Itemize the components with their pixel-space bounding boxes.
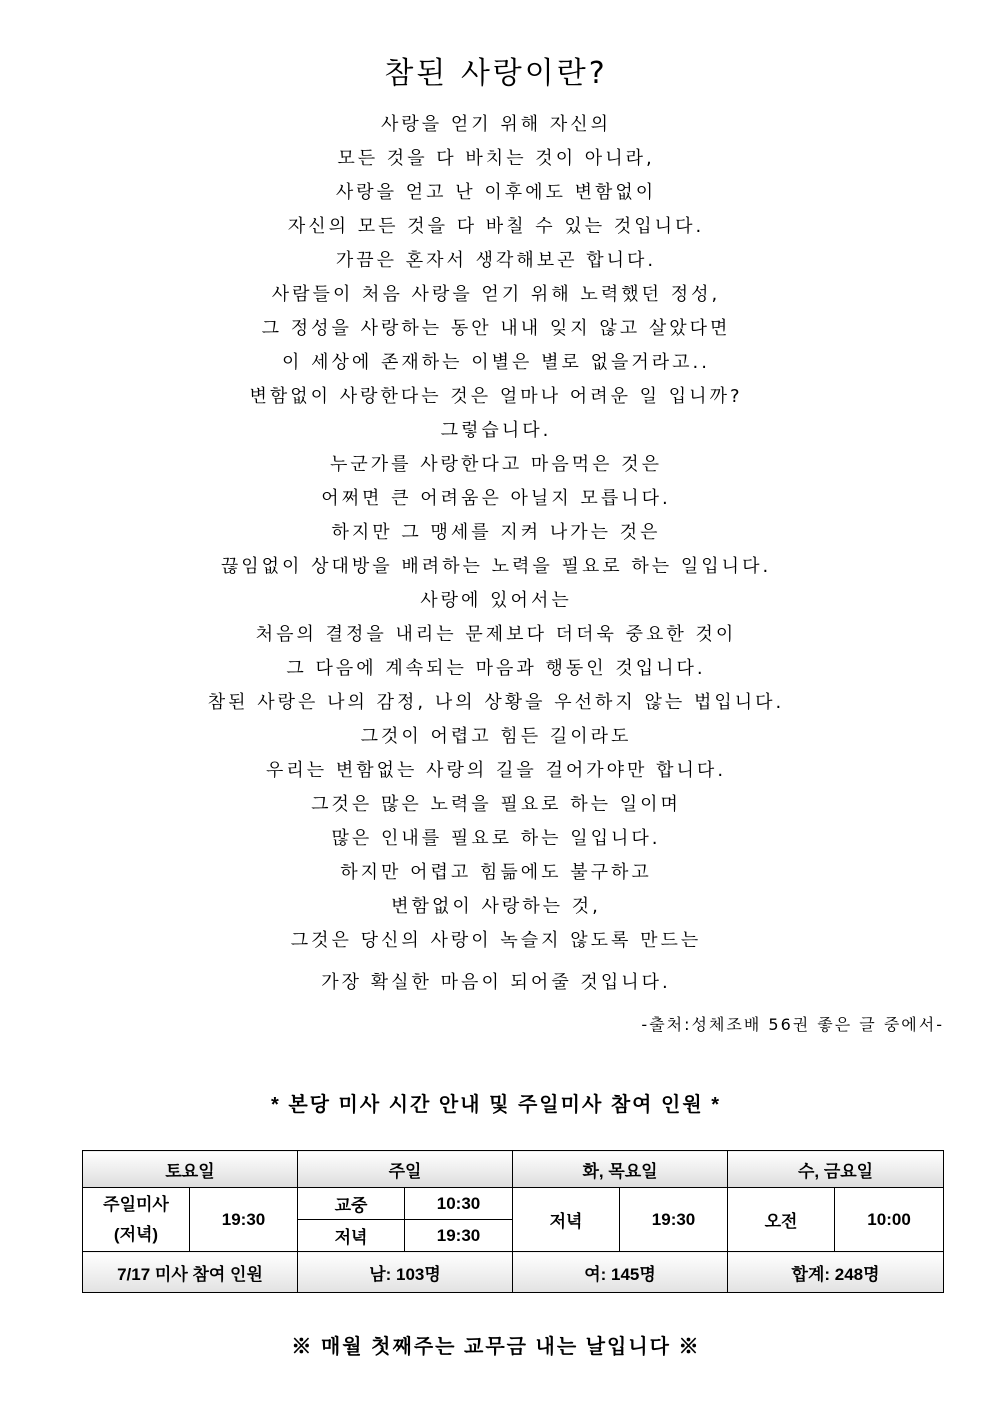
- poem-line: 사람들이 처음 사랑을 얻기 위해 노력했던 정성,: [271, 284, 721, 305]
- sunday-evening-mass-time: 19:30: [405, 1220, 513, 1252]
- poem-line: 가장 확실한 마음이 되어줄 것입니다.: [321, 972, 671, 993]
- mass-schedule-table: [82, 1150, 944, 1293]
- poem-line: 변함없이 사랑하는 것,: [391, 896, 601, 917]
- poem-line: 그 다음에 계속되는 마음과 행동인 것입니다.: [286, 658, 706, 679]
- attendance-total: 합계: 248명: [728, 1252, 944, 1293]
- attendance-female: 여: 145명: [513, 1252, 728, 1293]
- poem-line: 그것은 많은 노력을 필요로 하는 일이며: [311, 794, 681, 815]
- attendance-male: 남: 103명: [298, 1252, 513, 1293]
- poem-line: 참된 사랑은 나의 감정, 나의 상황을 우선하지 않는 법입니다.: [207, 692, 785, 713]
- attendance-label: 7/17 미사 참여 인원: [83, 1252, 298, 1293]
- poem-line: 모든 것을 다 바치는 것이 아니라,: [337, 148, 655, 169]
- day-header-tue-thu: 화, 목요일: [513, 1151, 728, 1188]
- wed-fri-mass-time: 10:00: [835, 1188, 944, 1252]
- poem-line: 그것이 어렵고 힘든 길이라도: [360, 726, 632, 747]
- poem-line: 그것은 당신의 사랑이 녹슬지 않도록 만드는: [290, 930, 702, 951]
- poem-line: 사랑을 얻고 난 이후에도 변함없이: [335, 182, 657, 203]
- poem-line: 이 세상에 존재하는 이별은 별로 없을거라고..: [281, 352, 711, 373]
- poem-line: 어쩌면 큰 어려움은 아닐지 모릅니다.: [321, 488, 671, 509]
- saturday-mass-label: [83, 1188, 190, 1252]
- poem-line: 하지만 어렵고 힘듦에도 불구하고: [340, 862, 652, 883]
- day-header-wed-fri: 수, 금요일: [728, 1151, 944, 1188]
- tithe-notice: ※ 매월 첫째주는 교무금 내는 날입니다 ※: [291, 1336, 701, 1358]
- poem-body: [0, 108, 992, 1000]
- saturday-mass-time: 19:30: [190, 1188, 298, 1252]
- attendance-row: [83, 1252, 944, 1293]
- tue-thu-mass-label: 저녁: [513, 1188, 620, 1252]
- poem-line: 사랑을 얻기 위해 자신의: [380, 114, 612, 135]
- saturday-mass-label-line1: 주일미사: [103, 1194, 169, 1214]
- poem-line: 사랑에 있어서는: [420, 590, 572, 611]
- sunday-main-mass-time: 10:30: [405, 1188, 513, 1220]
- poem-line: 많은 인내를 필요로 하는 일입니다.: [331, 828, 661, 849]
- sunday-main-mass-label: 교중: [298, 1188, 405, 1220]
- poem-line: 변함없이 사랑한다는 것은 얼마나 어려운 일 입니까?: [249, 386, 743, 407]
- day-header-sunday: 주일: [298, 1151, 513, 1188]
- poem-source: -출처:성체조배 56권 좋은 글 중에서-: [641, 1015, 944, 1034]
- poem-line: 우리는 변함없는 사랑의 길을 걸어가야만 합니다.: [265, 760, 727, 781]
- day-header-row: [83, 1151, 944, 1188]
- day-header-saturday: 토요일: [83, 1151, 298, 1188]
- page-title: 참된 사랑이란?: [384, 56, 608, 91]
- sunday-evening-mass-label: 저녁: [298, 1220, 405, 1252]
- saturday-mass-label-line2: (저녁): [113, 1224, 159, 1244]
- poem-line: 그렇습니다.: [440, 420, 552, 441]
- poem-line: 가끔은 혼자서 생각해보곤 합니다.: [335, 250, 657, 271]
- poem-line: 끊임없이 상대방을 배려하는 노력을 필요로 하는 일입니다.: [220, 556, 772, 577]
- mass-schedule-heading: * 본당 미사 시간 안내 및 주일미사 참여 인원 *: [270, 1094, 722, 1116]
- poem-line: 누군가를 사랑한다고 마음먹은 것은: [330, 454, 662, 475]
- poem-line: 하지만 그 맹세를 지켜 나가는 것은: [331, 522, 661, 543]
- tue-thu-mass-time: 19:30: [620, 1188, 728, 1252]
- poem-line: 그 정성을 사랑하는 동안 내내 잊지 않고 살았다면: [261, 318, 731, 339]
- wed-fri-mass-label: 오전: [728, 1188, 835, 1252]
- poem-line: 자신의 모든 것을 다 바칠 수 있는 것입니다.: [287, 216, 705, 237]
- mass-time-row: [83, 1188, 944, 1220]
- poem-line: 처음의 결정을 내리는 문제보다 더더욱 중요한 것이: [255, 624, 737, 645]
